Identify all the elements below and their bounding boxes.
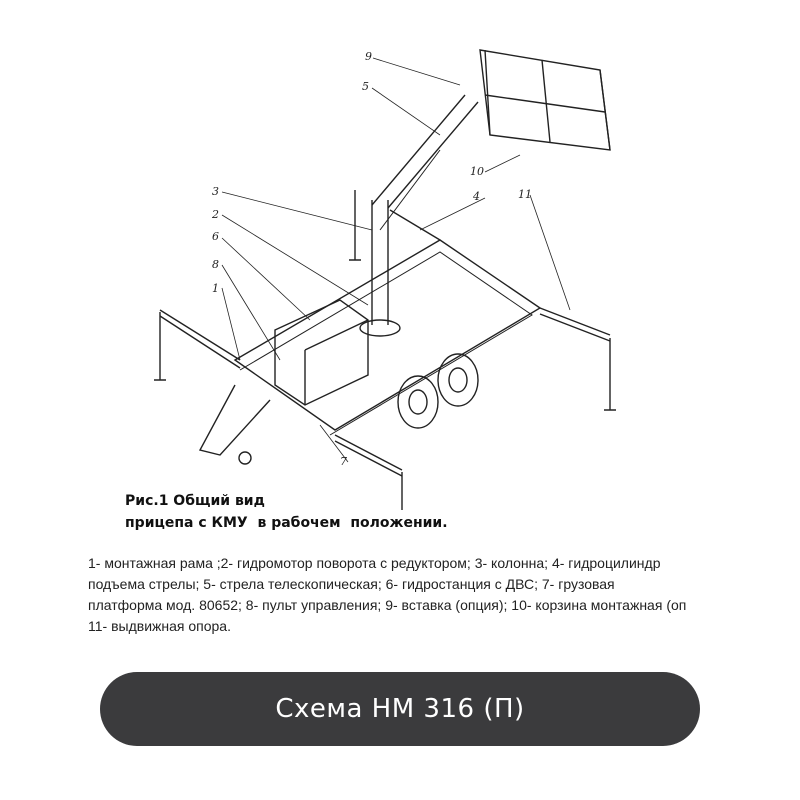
legend-line: 1- монтажная рама ;2- гидромотор поворота с редуктором; 3- колонна; 4- гидроцилиндр xyxy=(88,555,661,571)
column xyxy=(372,200,388,325)
caption-line-1: Рис.1 Общий вид xyxy=(125,493,265,509)
outrigger-front-left xyxy=(160,310,240,360)
callout-11: 11 xyxy=(518,188,532,201)
trailer-crane-drawing xyxy=(140,30,640,510)
legend-line: подъема стрелы; 5- стрела телескопическая; 6- гидростанция с ДВС; 7- грузовая xyxy=(88,576,615,592)
callout-8: 8 xyxy=(212,258,219,271)
callout-3: 3 xyxy=(212,185,219,198)
parts-legend xyxy=(88,553,710,637)
callout-6: 6 xyxy=(212,230,219,243)
callout-5: 5 xyxy=(362,80,369,93)
basket xyxy=(480,50,610,150)
leg-1 xyxy=(154,312,166,380)
leg-3 xyxy=(604,338,616,410)
wheel-2 xyxy=(438,354,478,406)
outrigger-rear-right xyxy=(540,308,610,335)
legend-line: 11- выдвижная опора. xyxy=(88,618,231,634)
callout-10: 10 xyxy=(470,165,484,178)
figure-caption xyxy=(125,490,448,534)
caption-line-2: прицепа с КМУ в рабочем положении. xyxy=(125,515,448,531)
callout-7: 7 xyxy=(340,455,347,468)
power-unit xyxy=(275,300,368,405)
scheme-title: Схема НМ 316 (П) xyxy=(275,694,525,724)
callout-1: 1 xyxy=(212,282,219,295)
callout-2: 2 xyxy=(212,208,219,221)
technical-drawing-svg xyxy=(140,30,640,510)
wheel-1 xyxy=(398,376,438,428)
telescopic-boom xyxy=(372,95,478,208)
callout-9: 9 xyxy=(365,50,372,63)
scheme-title-banner xyxy=(100,672,700,746)
callout-4: 4 xyxy=(473,190,480,203)
drawbar xyxy=(200,385,270,455)
legend-line: платформа мод. 80652; 8- пульт управления; 9- вставка (опция); 10- корзина монтажная (оп xyxy=(88,597,687,613)
outrigger-front-right xyxy=(390,210,440,240)
